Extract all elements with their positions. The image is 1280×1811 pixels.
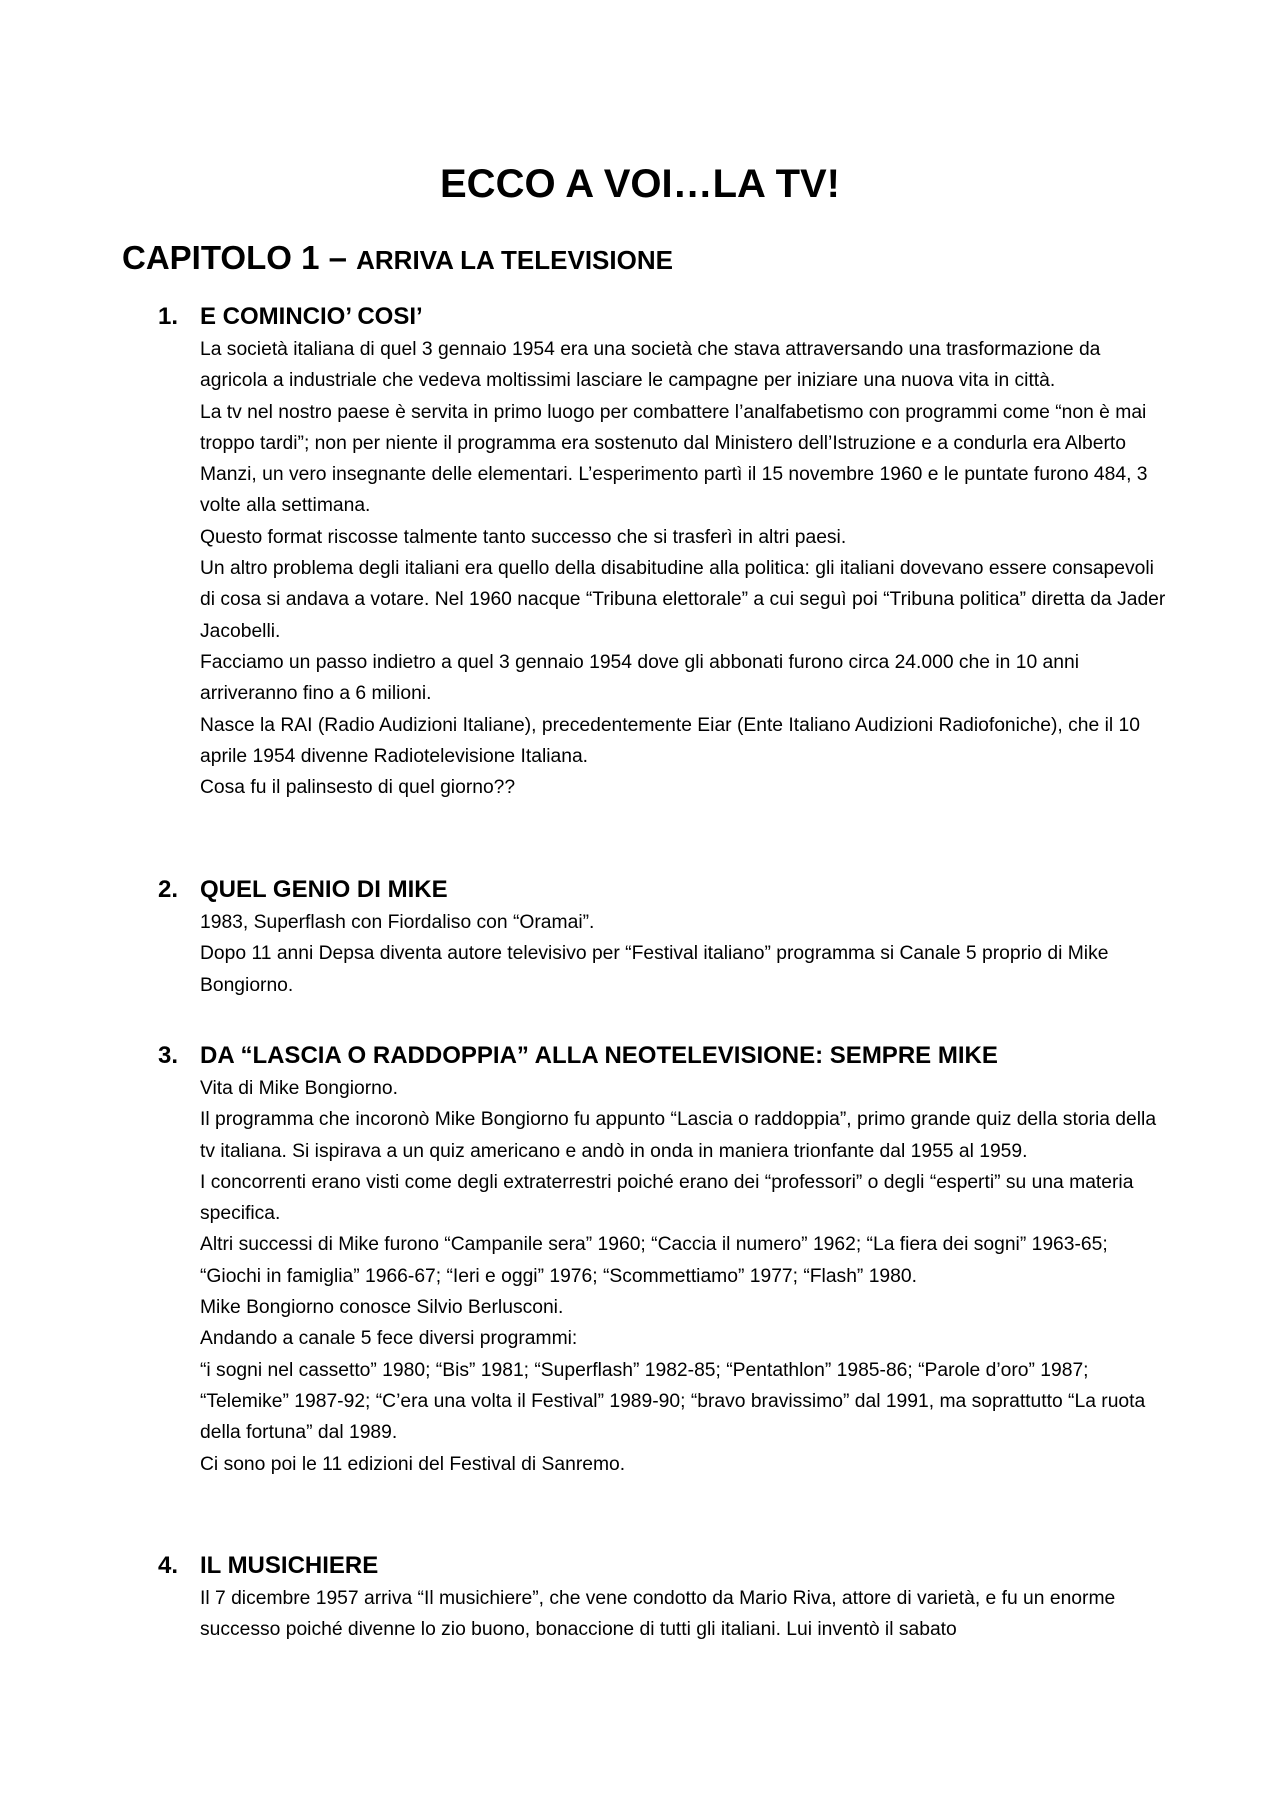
section-number: 1.	[158, 303, 179, 330]
section-body	[200, 334, 1168, 803]
section-4	[158, 1549, 1168, 1646]
paragraph: 1983, Superflash con Fiordaliso con “Oramai”.	[200, 912, 595, 933]
paragraph: La tv nel nostro paese è servita in primo luogo per combattere l’analfabetismo con programmi come “non è mai troppo tardi”; non per niente il programma era sostenuto dal Ministero dell’Istruzione e a condurla era Alberto Manzi, un vero insegnante delle elementari. L’esperimento partì il 15 novembre 1960 e le puntate furono 484, 3 volte alla settimana.	[200, 401, 1148, 517]
section-heading	[158, 1549, 1168, 1583]
paragraph: Altri successi di Mike furono “Campanile sera” 1960; “Caccia il numero” 1962; “La fiera dei sogni” 1963-65; “Giochi in famiglia” 1966-67; “Ieri e oggi” 1976; “Scommettiamo” 1977; “Flash” 1980.	[200, 1234, 1108, 1287]
paragraph: Ci sono poi le 11 edizioni del Festival di Sanremo.	[200, 1453, 626, 1475]
section-heading	[158, 300, 1168, 334]
section-1	[158, 300, 1168, 803]
paragraph: Facciamo un passo indietro a quel 3 gennaio 1954 dove gli abbonati furono circa 24.000 che in 10 anni arriveranno fino a 6 milioni.	[200, 651, 1079, 705]
section-heading	[158, 1039, 1168, 1073]
section-number: 2.	[158, 876, 179, 903]
section-3	[158, 1039, 1168, 1480]
section-title: QUEL GENIO DI MIKE	[200, 876, 448, 903]
section-body	[200, 1583, 1168, 1646]
section-heading	[158, 873, 1168, 907]
paragraph: Un altro problema degli italiani era quello della disabitudine alla politica: gli italiani dovevano essere consapevoli di cosa si andava a votare. Nel 1960 nacque “Tribuna elettorale” a cui seguì poi “Tribuna politica” diretta da Jader Jacobelli.	[200, 558, 1166, 642]
section-body	[200, 907, 1168, 1001]
paragraph: Vita di Mike Bongiorno.	[200, 1078, 398, 1099]
paragraph: Questo format riscosse talmente tanto successo che si trasferì in altri paesi.	[200, 526, 847, 548]
section-title: IL MUSICHIERE	[200, 1552, 379, 1579]
paragraph: La società italiana di quel 3 gennaio 1954 era una società che stava attraversando una trasformazione da agricola a industriale che vedeva moltissimi lasciare le campagne per iniziare una nuova vita in città.	[200, 339, 1101, 392]
section-body	[200, 1073, 1168, 1480]
section-title: DA “LASCIA O RADDOPPIA” ALLA NEOTELEVISIONE: SEMPRE MIKE	[200, 1042, 998, 1069]
chapter-label: CAPITOLO 1	[122, 239, 320, 276]
document-title: ECCO A VOI…LA TV!	[440, 162, 840, 206]
paragraph: Nasce la RAI (Radio Audizioni Italiane), precedentemente Eiar (Ente Italiano Audizioni Radiofoniche), che il 10 aprile 1954 divenne Radiotelevisione Italiana.	[200, 714, 1140, 767]
paragraph: Andando a canale 5 fece diversi programmi:	[200, 1328, 578, 1350]
paragraph: Il 7 dicembre 1957 arriva “Il musichiere”, che vene condotto da Mario Riva, attore di varietà, e fu un enorme successo poiché divenne lo zio buono, bonaccione di tutti gli italiani. Lui inventò il sabato	[200, 1588, 1116, 1641]
chapter-separator: –	[319, 239, 357, 276]
paragraph: Il programma che incoronò Mike Bongiorno fu appunto “Lascia o raddoppia”, primo grande quiz della storia della tv italiana. Si ispirava a un quiz americano e andò in onda in maniera trionfante dal 1955 al 1959.	[200, 1109, 1157, 1162]
paragraph: I concorrenti erano visti come degli extraterrestri poiché erano dei “professori” o degli “esperti” su una materia specifica.	[200, 1171, 1134, 1225]
section-2	[158, 873, 1168, 1001]
section-title: E COMINCIO’ COSI’	[200, 303, 423, 330]
paragraph: Mike Bongiorno conosce Silvio Berlusconi.	[200, 1297, 564, 1319]
paragraph: Cosa fu il palinsesto di quel giorno??	[200, 777, 516, 799]
chapter-subtitle: ARRIVA LA TELEVISIONE	[356, 245, 673, 275]
chapter-heading	[122, 238, 673, 282]
section-number: 3.	[158, 1042, 179, 1069]
paragraph: “i sogni nel cassetto” 1980; “Bis” 1981; “Superflash” 1982-85; “Pentathlon” 1985-86; “Parole d’oro” 1987; “Telemike” 1987-92; “C’era una volta il Festival” 1989-90; “bravo bravissimo” dal 1991, ma soprattutto “La ruota della fortuna” dal 1989.	[200, 1359, 1146, 1444]
paragraph: Dopo 11 anni Depsa diventa autore televisivo per “Festival italiano” programma si Canale 5 proprio di Mike Bongiorno.	[200, 943, 1109, 996]
section-number: 4.	[158, 1552, 179, 1579]
